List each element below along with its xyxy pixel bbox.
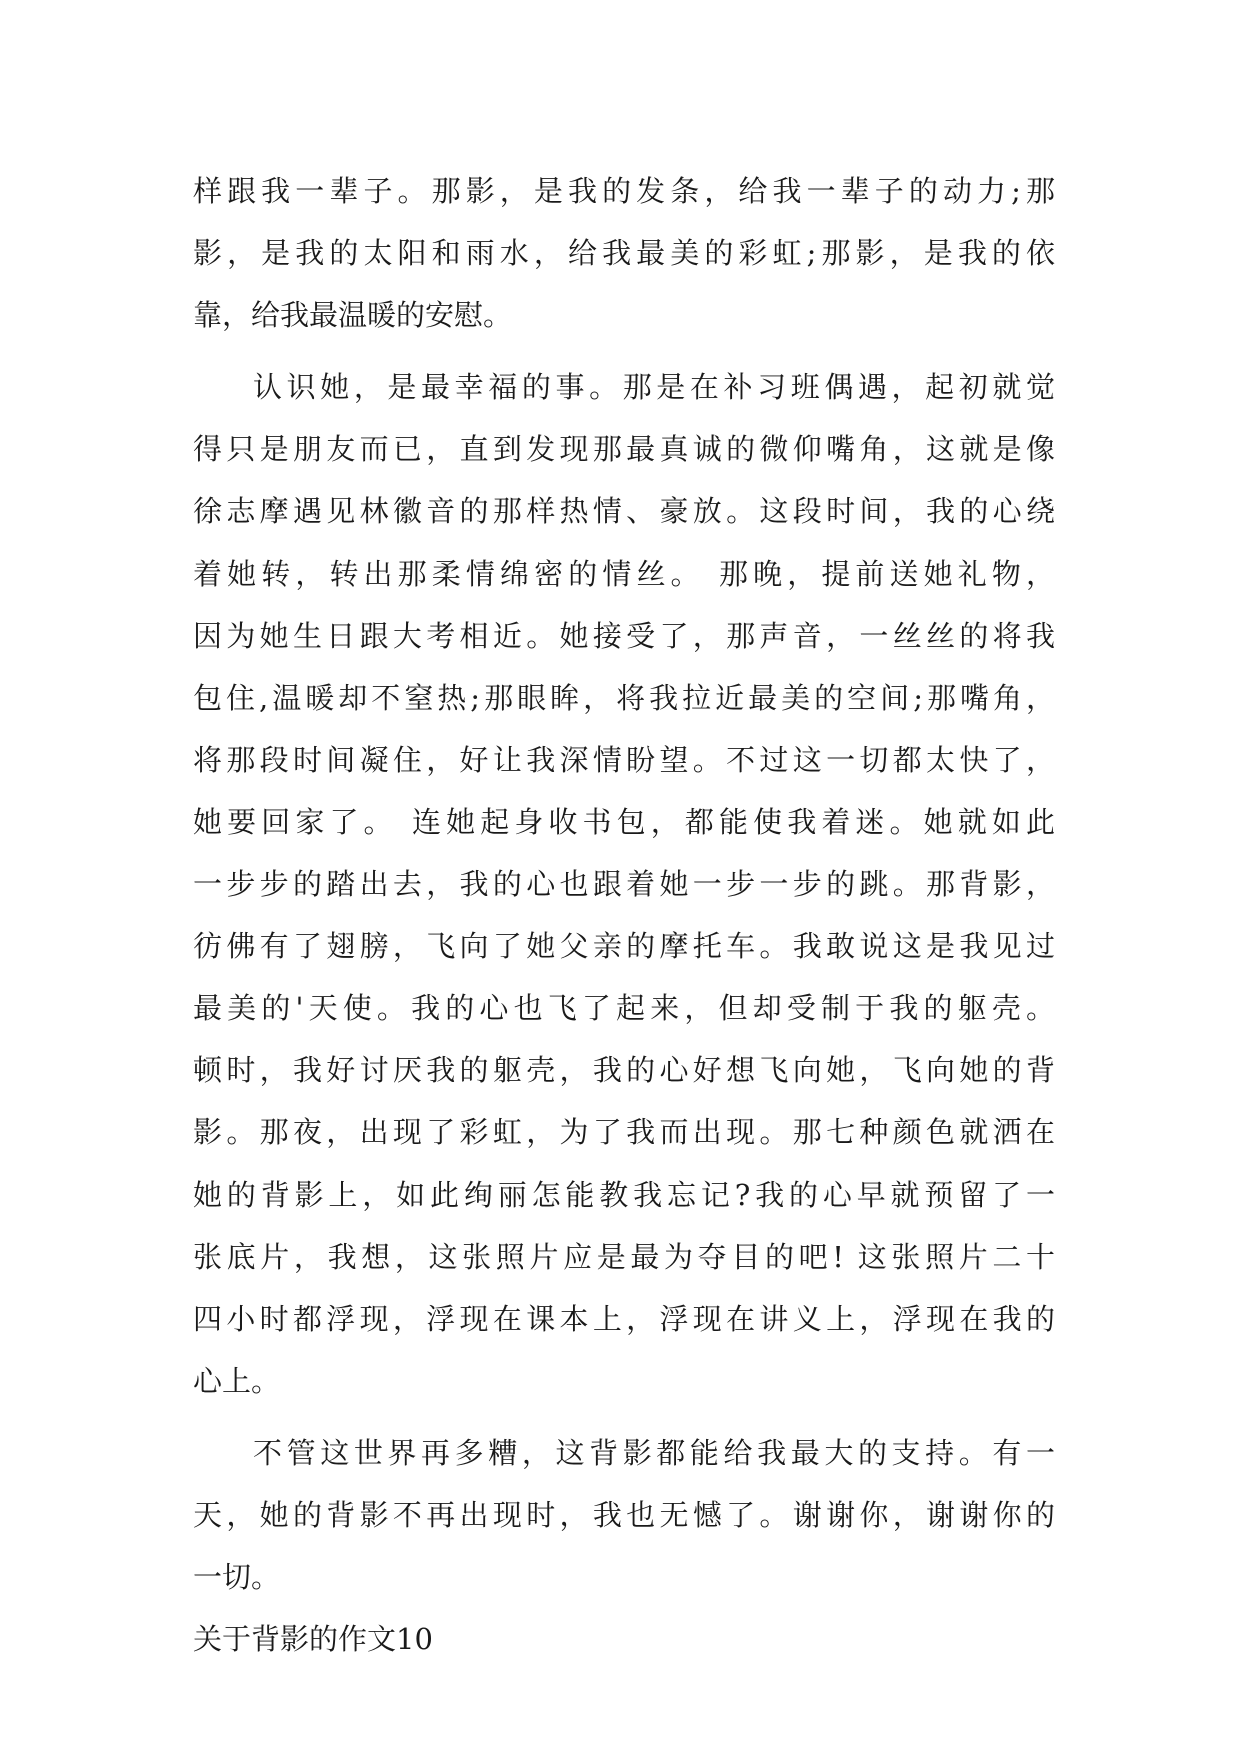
- paragraph-line: 彷佛有了翅膀，飞向了她父亲的摩托车。我敢说这是我见过: [193, 929, 1055, 964]
- paragraph-line: 靠，给我最温暖的安慰。: [193, 298, 513, 333]
- paragraph-line: 认识她，是最幸福的事。那是在补习班偶遇，起初就觉: [253, 370, 1055, 405]
- paragraph-line: 顿时，我好讨厌我的躯壳，我的心好想飞向她，飞向她的背: [193, 1053, 1055, 1088]
- paragraph-line: 将那段时间凝住，好让我深情盼望。不过这一切都太快了，: [193, 742, 1055, 777]
- paragraph-line: 得只是朋友而已，直到发现那最真诚的微仰嘴角，这就是像: [193, 432, 1055, 467]
- paragraph-line: 四小时都浮现，浮现在课本上，浮现在讲义上，浮现在我的: [193, 1301, 1055, 1336]
- paragraph-line: 她要回家了。 连她起身收书包，都能使我着迷。她就如此: [193, 804, 1055, 839]
- paragraph-3: [193, 1422, 1055, 1608]
- paragraph-line: 影，是我的太阳和雨水，给我最美的彩虹;那影，是我的依: [193, 236, 1055, 271]
- paragraph-line: 着她转，转出那柔情绵密的情丝。 那晚，提前送她礼物，: [193, 556, 1055, 591]
- paragraph-spacer: [193, 1412, 1055, 1422]
- paragraph-line: 天，她的背影不再出现时，我也无憾了。谢谢你，谢谢你的: [193, 1497, 1055, 1532]
- paragraph-line: 一步步的踏出去，我的心也跟着她一步一步的跳。那背影，: [193, 867, 1055, 902]
- paragraph-line: 徐志摩遇见林徽音的那样热情、豪放。这段时间，我的心绕: [193, 494, 1055, 529]
- paragraph-1: [193, 160, 1055, 346]
- paragraph-line: 一切。: [193, 1560, 281, 1595]
- paragraph-line: 不管这世界再多糟，这背影都能给我最大的支持。有一: [253, 1435, 1055, 1470]
- paragraph-line: 心上。: [193, 1363, 281, 1398]
- document-body: [193, 160, 1055, 1670]
- paragraph-line: 样跟我一辈子。那影，是我的发条，给我一辈子的动力;那: [193, 174, 1055, 208]
- paragraph-line: 最美的'天使。我的心也飞了起来，但却受制于我的躯壳。: [193, 991, 1055, 1026]
- section-heading: 关于背影的作文10: [193, 1622, 433, 1657]
- paragraph-line: 包住,温暖却不窒热;那眼眸，将我拉近最美的空间;那嘴角，: [193, 680, 1055, 715]
- paragraph-spacer: [193, 346, 1055, 356]
- paragraph-line: 张底片，我想，这张照片应是最为夺目的吧! 这张照片二十: [193, 1239, 1055, 1274]
- paragraph-2: [193, 356, 1055, 1412]
- paragraph-line: 她的背影上，如此绚丽怎能教我忘记?我的心早就预留了一: [193, 1177, 1055, 1212]
- paragraph-line: 因为她生日跟大考相近。她接受了，那声音，一丝丝的将我: [193, 618, 1055, 653]
- paragraph-line: 影。那夜，出现了彩虹，为了我而出现。那七种颜色就洒在: [193, 1115, 1055, 1150]
